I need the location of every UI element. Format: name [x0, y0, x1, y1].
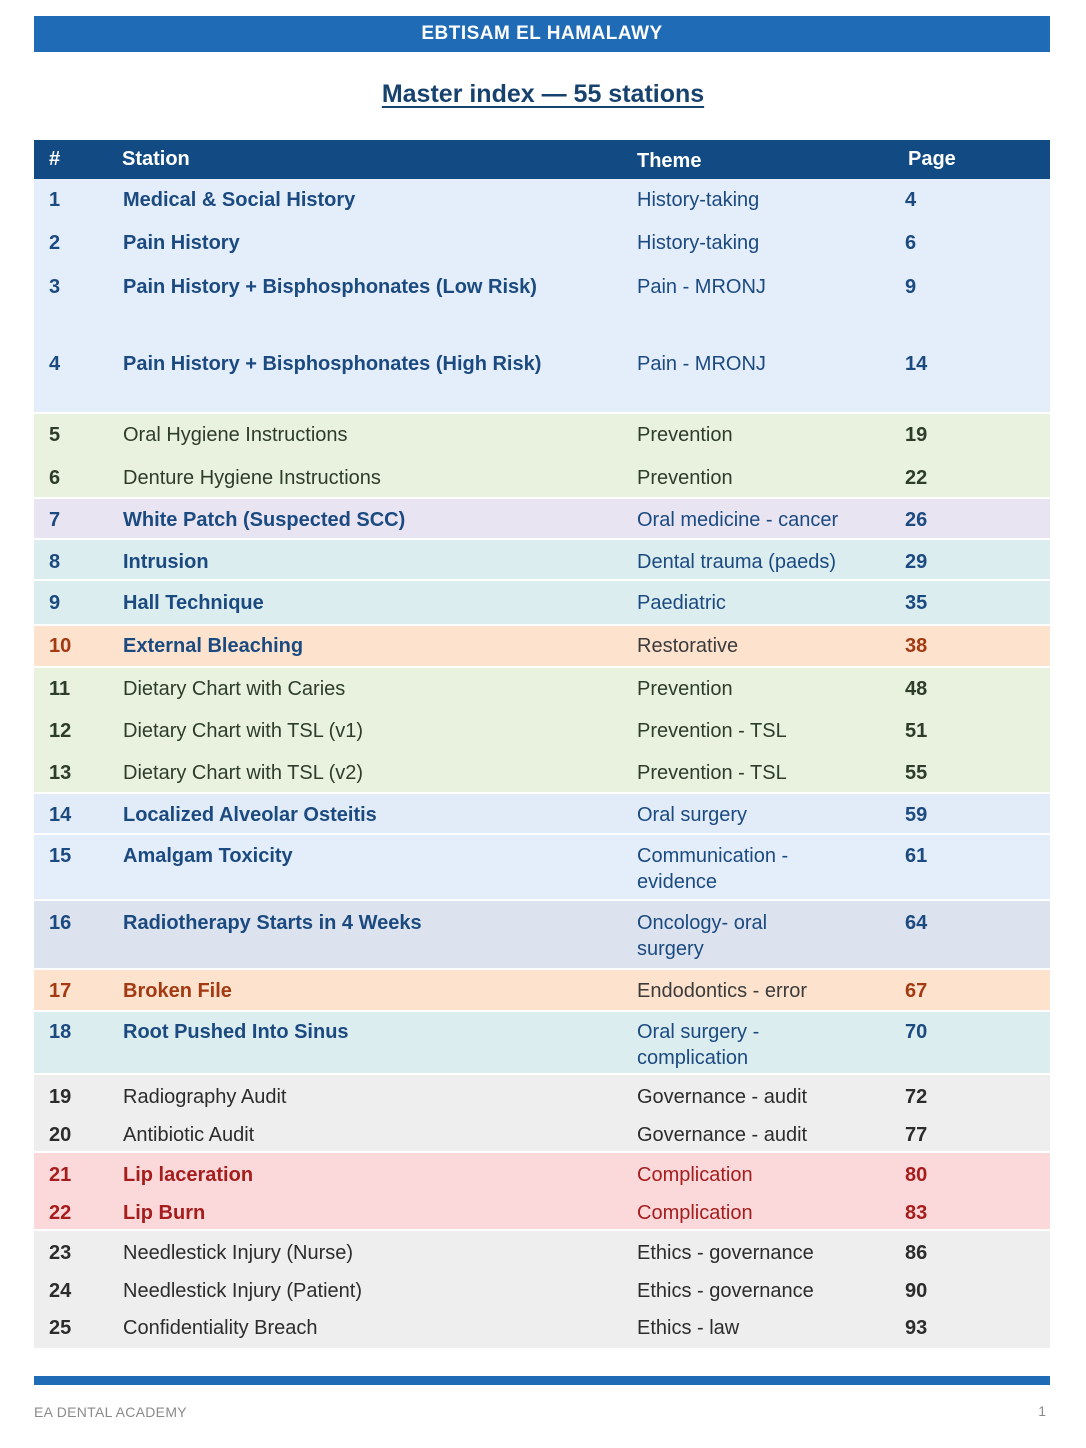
- row-theme: Ethics - governance: [637, 1280, 814, 1302]
- row-station: Medical & Social History: [123, 189, 356, 211]
- row-page: 14: [905, 353, 928, 375]
- column-header-number: #: [49, 148, 61, 170]
- row-theme: Oral surgery: [637, 804, 748, 826]
- row-number: 8: [49, 551, 61, 573]
- row-theme: Oncology- oral surgery: [637, 912, 768, 960]
- row-theme: Prevention: [637, 424, 733, 446]
- row-page: 77: [905, 1124, 928, 1146]
- row-theme: Prevention: [637, 678, 733, 700]
- row-number: 3: [49, 276, 61, 298]
- row-page: 72: [905, 1086, 928, 1108]
- row-number: 10: [49, 635, 72, 657]
- row-station: Antibiotic Audit: [123, 1124, 255, 1146]
- author-name: EBTISAM EL HAMALAWY: [421, 23, 663, 44]
- row-page: 29: [905, 551, 928, 573]
- row-number: 21: [49, 1164, 72, 1186]
- row-theme: Prevention - TSL: [637, 720, 787, 742]
- row-page: 35: [905, 592, 928, 614]
- row-theme: Pain - MRONJ: [637, 276, 766, 298]
- row-page: 61: [905, 845, 928, 867]
- row-theme: Prevention: [637, 467, 733, 489]
- table-header-row: [34, 140, 1050, 179]
- author-banner: [34, 16, 1050, 52]
- row-page: 6: [905, 232, 917, 254]
- row-station: Intrusion: [123, 551, 209, 573]
- row-station: External Bleaching: [123, 635, 304, 657]
- row-number: 7: [49, 509, 61, 531]
- row-page: 9: [905, 276, 917, 298]
- row-page: 19: [905, 424, 928, 446]
- row-station: Dietary Chart with TSL (v1): [123, 720, 364, 742]
- row-number: 23: [49, 1242, 72, 1264]
- row-theme: Ethics - governance: [637, 1242, 814, 1264]
- row-number: 17: [49, 980, 72, 1002]
- row-station: Hall Technique: [123, 592, 264, 614]
- row-station: Needlestick Injury (Nurse): [123, 1242, 354, 1264]
- footer-page-number: 1: [1038, 1403, 1046, 1419]
- row-theme: Oral surgery - complication: [637, 1021, 760, 1069]
- row-theme: Paediatric: [637, 592, 726, 614]
- row-number: 6: [49, 467, 61, 489]
- row-station: White Patch (Suspected SCC): [123, 509, 406, 531]
- page-title: Master index — 55 stations: [381, 80, 705, 108]
- row-station: Radiography Audit: [123, 1086, 287, 1108]
- row-page: 70: [905, 1021, 928, 1043]
- row-theme: Oral medicine - cancer: [637, 509, 839, 531]
- row-theme: Complication: [637, 1202, 753, 1224]
- row-page: 55: [905, 762, 928, 784]
- row-number: 15: [49, 845, 72, 867]
- row-number: 24: [49, 1280, 72, 1302]
- row-number: 9: [49, 592, 61, 614]
- row-number: 14: [49, 804, 72, 826]
- row-station: Localized Alveolar Osteitis: [123, 804, 377, 826]
- row-number: 19: [49, 1086, 72, 1108]
- column-header-station: Station: [122, 148, 190, 170]
- row-number: 1: [49, 189, 61, 211]
- row-page: 22: [905, 467, 928, 489]
- row-page: 90: [905, 1280, 928, 1302]
- row-theme: Dental trauma (paeds): [637, 551, 836, 573]
- row-theme: Endodontics - error: [637, 980, 808, 1002]
- row-theme: History-taking: [637, 232, 760, 254]
- column-header-page: Page: [908, 148, 956, 170]
- row-theme: Governance - audit: [637, 1124, 808, 1146]
- row-number: 13: [49, 762, 72, 784]
- row-page: 80: [905, 1164, 928, 1186]
- row-number: 18: [49, 1021, 72, 1043]
- row-station: Lip laceration: [123, 1164, 254, 1186]
- row-page: 26: [905, 509, 928, 531]
- row-station: Amalgam Toxicity: [123, 845, 293, 867]
- row-page: 93: [905, 1317, 928, 1339]
- row-theme: Governance - audit: [637, 1086, 808, 1108]
- row-theme: Restorative: [637, 635, 739, 657]
- row-number: 5: [49, 424, 61, 446]
- row-number: 4: [49, 353, 61, 375]
- row-theme: History-taking: [637, 189, 760, 211]
- row-number: 16: [49, 912, 72, 934]
- column-header-theme: Theme: [637, 150, 702, 172]
- row-page: 67: [905, 980, 928, 1002]
- row-number: 12: [49, 720, 72, 742]
- row-theme: Complication: [637, 1164, 753, 1186]
- row-page: 48: [905, 678, 928, 700]
- row-station: Needlestick Injury (Patient): [123, 1280, 362, 1302]
- row-station: Dietary Chart with TSL (v2): [123, 762, 364, 784]
- row-station: Radiotherapy Starts in 4 Weeks: [123, 912, 422, 934]
- row-number: 2: [49, 232, 61, 254]
- footer-divider: [34, 1376, 1050, 1385]
- row-number: 25: [49, 1317, 72, 1339]
- row-station: Broken File: [123, 980, 232, 1002]
- row-page: 4: [905, 189, 917, 211]
- row-station: Pain History: [123, 232, 240, 254]
- row-station: Oral Hygiene Instructions: [123, 424, 348, 446]
- footer-academy: EA DENTAL ACADEMY: [34, 1404, 187, 1420]
- row-station: Denture Hygiene Instructions: [123, 467, 381, 489]
- row-page: 83: [905, 1202, 928, 1224]
- row-station: Root Pushed Into Sinus: [123, 1021, 349, 1043]
- row-page: 51: [905, 720, 928, 742]
- row-page: 59: [905, 804, 928, 826]
- row-station: Confidentiality Breach: [123, 1317, 318, 1339]
- row-number: 22: [49, 1202, 72, 1224]
- row-theme: Communication - evidence: [637, 845, 789, 893]
- row-page: 64: [905, 912, 928, 934]
- row-number: 20: [49, 1124, 72, 1146]
- row-theme: Prevention - TSL: [637, 762, 787, 784]
- row-station: Pain History + Bisphosphonates (Low Risk): [123, 276, 537, 298]
- row-station: Dietary Chart with Caries: [123, 678, 346, 700]
- row-page: 38: [905, 635, 928, 657]
- row-number: 11: [49, 678, 71, 700]
- row-station: Lip Burn: [123, 1202, 206, 1224]
- row-theme: Ethics - law: [637, 1317, 740, 1339]
- row-station: Pain History + Bisphosphonates (High Risk): [123, 353, 542, 375]
- row-page: 86: [905, 1242, 928, 1264]
- row-theme: Pain - MRONJ: [637, 353, 766, 375]
